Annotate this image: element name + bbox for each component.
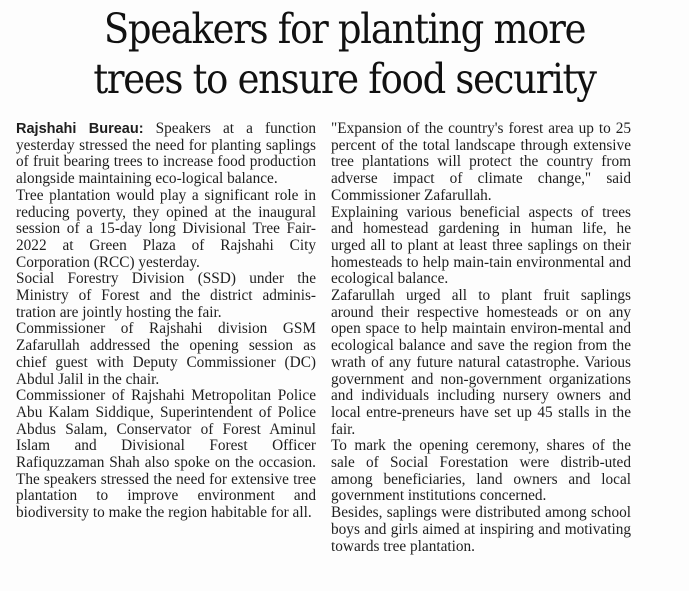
dateline: Rajshahi Bureau: xyxy=(16,121,144,137)
headline-line-1: Speakers for planting more xyxy=(103,5,586,53)
headline-line-2: trees to ensure food security xyxy=(93,55,596,103)
headline xyxy=(34,4,654,104)
paragraph-intro xyxy=(16,121,316,188)
paragraph: Zafarullah urged all to plant fruit saplings around their respective homesteads or on any open space to help maintain environ-mental and ecological balance and save the region from the wrath of any future natural catastrophe. Various government and non-government organizations and individuals including nursery owners and local entre-preneurs have set up 45 stalls in the fair. xyxy=(331,287,631,438)
paragraph: Commissioner of Rajshahi Metropolitan Police Abu Kalam Siddique, Superintendent of Police Abdus Salam, Conservator of Forest Aminul Islam and Divisional Forest Officer Rafiquzzaman Shah also spoke on the occasion. The speakers stressed the need for extensive tree plantation to improve environment and biodiversity to make the region habitable for all. xyxy=(16,387,316,522)
paragraph: To mark the opening ceremony, shares of the sale of Social Forestation were distrib-uted among beneficiaries, land owners and local government institutions concerned. xyxy=(331,437,631,505)
paragraph: Tree plantation would play a significant role in reducing poverty, they opined at the inaugural session of a 15-day long Divisional Tree Fair-2022 at Green Plaza of Rajshahi City Corporation (RCC) yesterday. xyxy=(16,186,316,271)
right-column xyxy=(331,121,631,555)
paragraph: Commissioner of Rajshahi division GSM Zafarullah addressed the opening session as chief guest with Deputy Commissioner (DC) Abdul Jalil in the chair. xyxy=(16,320,316,388)
paragraph: Explaining various beneficial aspects of trees and homestead gardening in human life, he urged all to plant at least three saplings on their homesteads to help main-tain environmental and ecological balance. xyxy=(331,203,631,288)
paragraph-intro-text: Speakers at a function yesterday stressed the need for planting saplings of fruit bearing trees to increase food production alongside maintaining eco-logical balance. xyxy=(16,120,317,188)
paragraph: Social Forestry Division (SSD) under the Ministry of Forest and the district adminis-tration are jointly hosting the fair. xyxy=(16,270,316,321)
left-column xyxy=(16,121,316,522)
paragraph-quote: "Expansion of the country's forest area up to 25 percent of the total landscape through extensive tree plantations will protect the country from adverse impact of climate change," said Commissioner Zafarullah. xyxy=(331,120,631,204)
paragraph: Besides, saplings were distributed among school boys and girls aimed at inspiring and motivating towards tree plantation. xyxy=(331,504,631,555)
